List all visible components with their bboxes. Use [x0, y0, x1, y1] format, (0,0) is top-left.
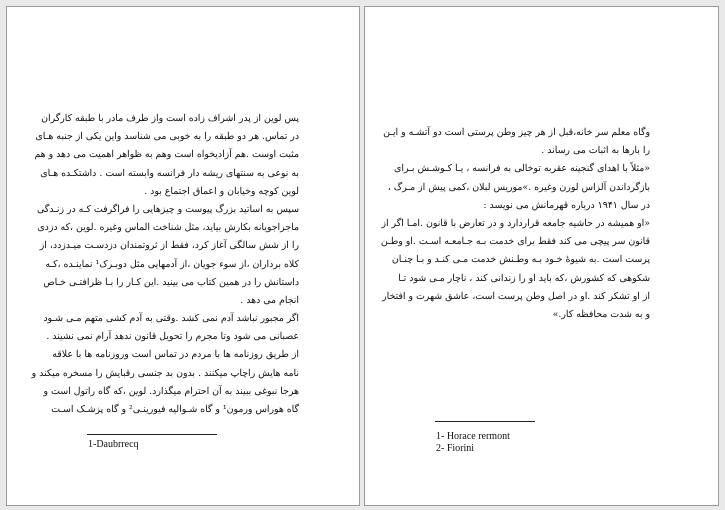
text-line: عصبانی می شود وتا مجرم را تحویل قانون ندهد آرام نمی نشیند . — [46, 331, 299, 343]
text-line: قانون سر پیچی می کند فقط برای خدمت بـه جـامعـه اسـت .او وطـن — [380, 236, 650, 248]
text-line: اگر مجبور نباشد آدم نمی کشد .وقتی به آدم کشی متهم مـی شـود — [43, 313, 299, 325]
text-line: را از شش سالگی آغاز کرد، فقط از ثروتمندان دزدسـت میـدزدد، از — [39, 240, 299, 252]
text-line: لوین کوچه وخیابان و اعماق اجتماع بود . — [144, 185, 299, 197]
text-line: «او همیشه در حاشیه جامعه قراردارد و در تعارض با قانون .امـا اگر از — [381, 217, 650, 229]
text-line: از طریق روزنامه ها با مردم در تماس است وروزنامه ها با علاقه — [52, 349, 299, 361]
footnote-separator — [435, 421, 535, 422]
text-line: از او تشکر کند .او در اصل وطن پرست است، عاشق شهرت و افتخار — [382, 290, 650, 302]
text-line: سپس به اساتید بزرگ پیوست و چیزهایی را فراگرفت کـه در زنـدگی — [36, 203, 299, 215]
left-page — [6, 6, 360, 506]
text-line: کلاه برداران ،از سوء جویان ،از آدمهایی مثل دوبـرک¹ نماینـده ،کـه — [45, 258, 299, 270]
text-line: «مثلاً با اهدای گنجینه عقربه توخالی به فرانسه ، یـا کـوشـش بـرای — [394, 163, 650, 175]
right-page-footnotes — [436, 431, 510, 454]
footnote-separator — [87, 434, 217, 435]
text-line: بازگرداندن آلزاس لورن وغیره .»موریس لبلان ،کمی پیش از مـرگ ، — [387, 181, 650, 193]
text-line: در تماس. هر دو طبقه را به خوبی می شناسد واین یکی از جنبه هـای — [35, 131, 299, 143]
text-line: وگاه معلم سر خانه،قبل از هر چیز وطن پرستی است دو آتشـه و ایـن — [383, 127, 650, 138]
text-line: پس لوین از پدر اشراف زاده است واز طرف مادر با طبقه کارگران — [41, 113, 299, 124]
footnote: 2- Fiorini — [436, 442, 475, 454]
text-line: در سال ۱۹۴۱ درباره قهرمانش می نویسد : — [483, 199, 650, 211]
text-line: داستانش را در همین کتاب می بینید .این کـار را بـا ظرافتـی خـاص — [43, 276, 299, 288]
text-line: ماجراجویانه بکارش بیاید، مثل شناخت الماس وغیره .لوین ،که دزدی — [37, 222, 299, 234]
text-line: شکوهی که کشورش ،که باید او را زندانی کند ، ناچار مـی شود تـا — [398, 272, 650, 284]
text-line: هرجا نبوغی ببیند به آن احترام میگذارد. لوین ،که گاه راتول است و — [43, 385, 299, 397]
left-page-footnotes — [88, 439, 139, 451]
right-page — [364, 6, 719, 506]
right-page-body — [380, 124, 650, 324]
text-line: پرست است .به شیوهٔ خـود بـه وطـنش خدمت مـی کنـد و بـا چنـان — [391, 254, 650, 266]
text-line: به نوعی به سنتهای ریشه دار فرانسه وابسته است . داشتکـده هـای — [40, 167, 299, 179]
footnote: 1-Daubrrecq — [88, 439, 139, 450]
text-line: و به شدت محافظه کار.» — [552, 308, 650, 320]
footnote: 1- Horace rermont — [436, 431, 510, 442]
left-page-body — [31, 110, 299, 419]
text-line: انجام می دهد . — [240, 294, 299, 306]
text-line: گاه هوراس ورمون¹ و گاه شـوالیه فیورینـی² و گاه پزشـک اسـت — [51, 404, 299, 415]
text-line: نامه هایش راچاپ میکنند . بدون بد جنسی رقبایش را مسخره میکند و — [31, 367, 299, 379]
text-line: را بارها به اثبات می رساند . — [541, 145, 650, 157]
text-line: مثبت اوست .هم آزادیخواه است وهم به ظواهر اهمیت می دهد و هم — [34, 149, 299, 161]
